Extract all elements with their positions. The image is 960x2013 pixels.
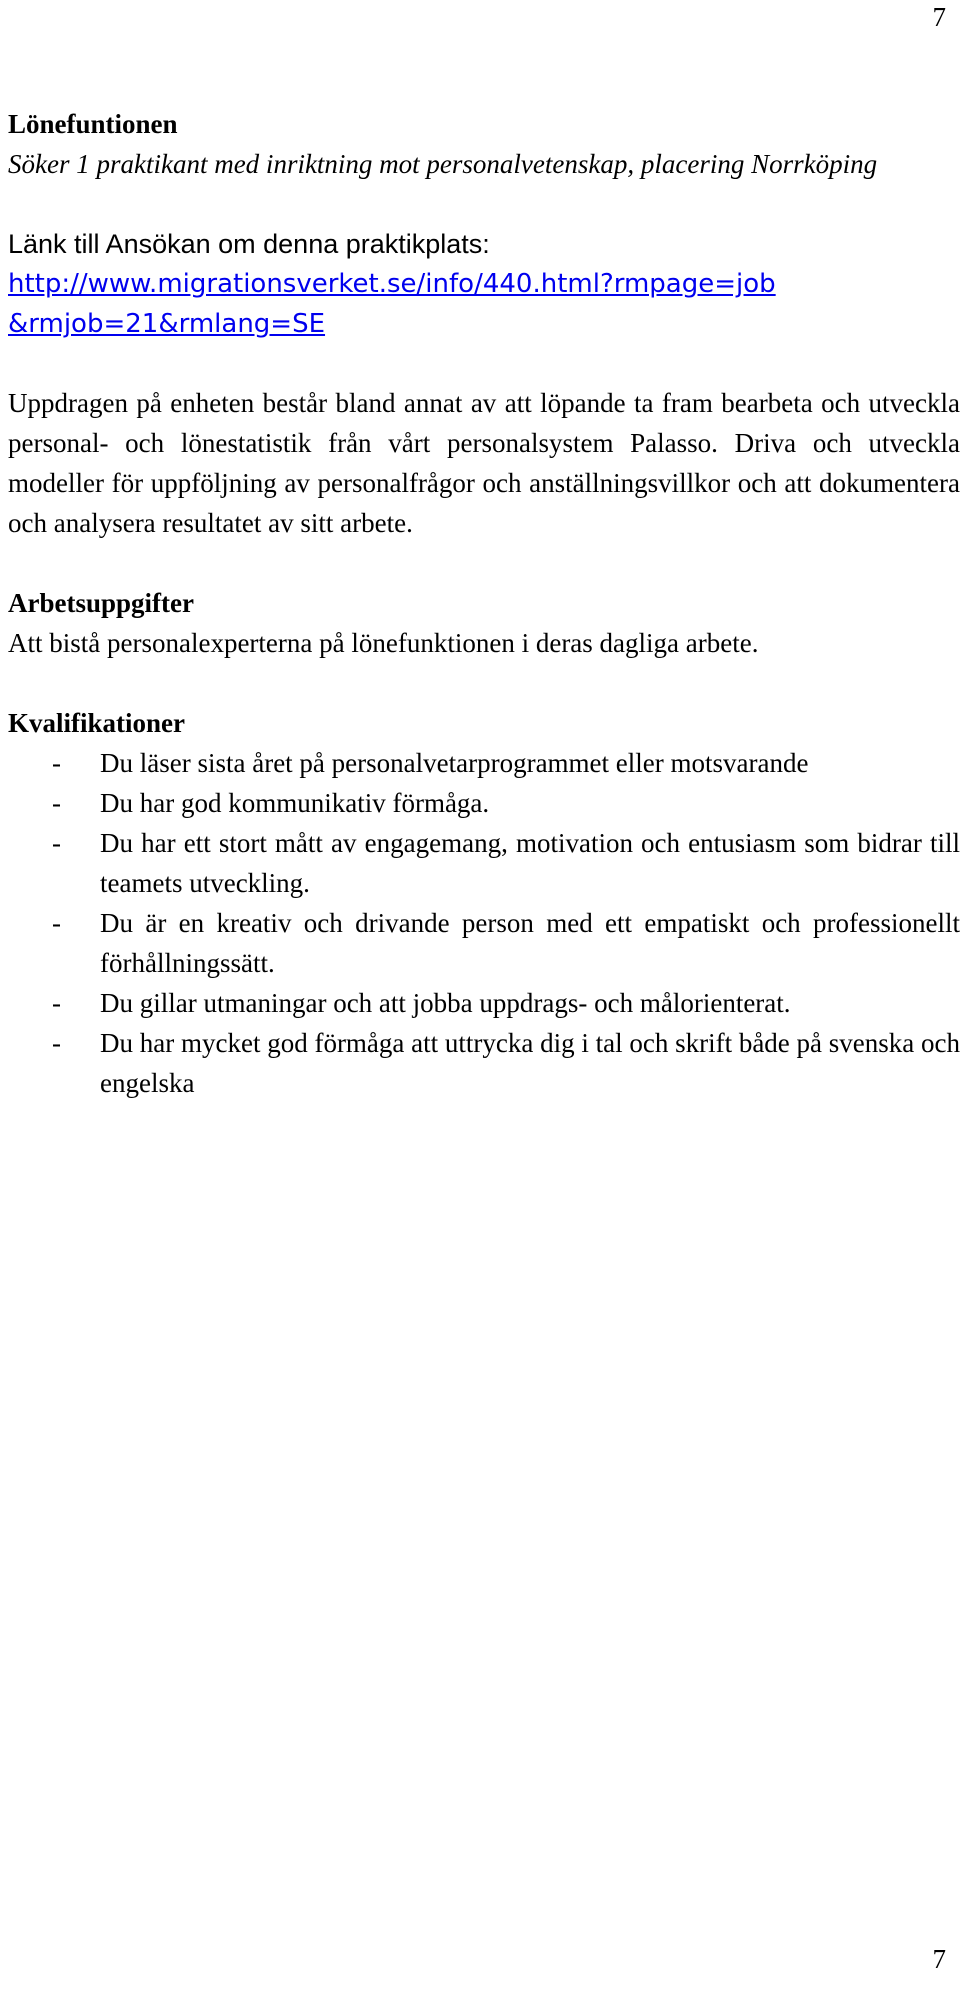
spacer bbox=[8, 344, 960, 383]
list-item-text: Du läser sista året på personalvetarprogrammet eller motsvarande bbox=[100, 748, 809, 778]
list-item bbox=[8, 1023, 960, 1103]
qualifications-list bbox=[8, 743, 960, 1103]
spacer bbox=[8, 663, 960, 703]
description-paragraph: Uppdragen på enheten består bland annat av att löpande ta fram bearbeta och utveckla personal- och lönestatistik från vårt personalsystem Palasso. Driva och utveckla modeller för uppföljning av personalfrågor och anställningsvillkor och att dokumentera och analysera resultatet av sitt arbete. bbox=[8, 388, 960, 538]
bullet-dash: - bbox=[52, 908, 61, 938]
list-item bbox=[8, 983, 960, 1023]
tasks-text: Att bistå personalexperterna på lönefunktionen i deras dagliga arbete. bbox=[8, 628, 759, 658]
list-item bbox=[8, 743, 960, 783]
document-body bbox=[8, 104, 960, 1103]
application-link-line2: &rmjob=21&rmlang=SE bbox=[8, 309, 326, 339]
list-item-text: Du har god kommunikativ förmåga. bbox=[100, 788, 490, 818]
position-intro: Söker 1 praktikant med inriktning mot personalvetenskap, placering Norrköping bbox=[8, 149, 878, 179]
page-number-bottom: 7 bbox=[932, 1944, 946, 1974]
bullet-dash: - bbox=[52, 748, 61, 778]
spacer bbox=[8, 184, 960, 224]
bullet-dash: - bbox=[52, 828, 61, 858]
qualifications-heading: Kvalifikationer bbox=[8, 708, 185, 738]
list-item-text: Du är en kreativ och drivande person med ett empatiskt och professionellt förhållningssätt. bbox=[100, 908, 960, 978]
list-item bbox=[8, 823, 960, 903]
bullet-dash: - bbox=[52, 1028, 61, 1058]
page-number-top: 7 bbox=[932, 2, 946, 32]
list-item-text: Du gillar utmaningar och att jobba uppdrags- och målorienterat. bbox=[100, 988, 791, 1018]
tasks-heading: Arbetsuppgifter bbox=[8, 588, 194, 618]
spacer bbox=[8, 543, 960, 583]
bullet-dash: - bbox=[52, 788, 61, 818]
application-link[interactable] bbox=[8, 264, 954, 344]
list-item-text: Du har ett stort mått av engagemang, motivation och entusiasm som bidrar till teamets utveckling. bbox=[100, 828, 960, 898]
list-item-text: Du har mycket god förmåga att uttrycka dig i tal och skrift både på svenska och engelska bbox=[100, 1028, 960, 1098]
section-title: Lönefuntionen bbox=[8, 109, 178, 139]
application-link-label: Länk till Ansökan om denna praktikplats: bbox=[8, 229, 490, 259]
bullet-dash: - bbox=[52, 988, 61, 1018]
list-item bbox=[8, 783, 960, 823]
application-link-line1: http://www.migrationsverket.se/info/440.html?rmpage=job bbox=[8, 269, 776, 299]
list-item bbox=[8, 903, 960, 983]
